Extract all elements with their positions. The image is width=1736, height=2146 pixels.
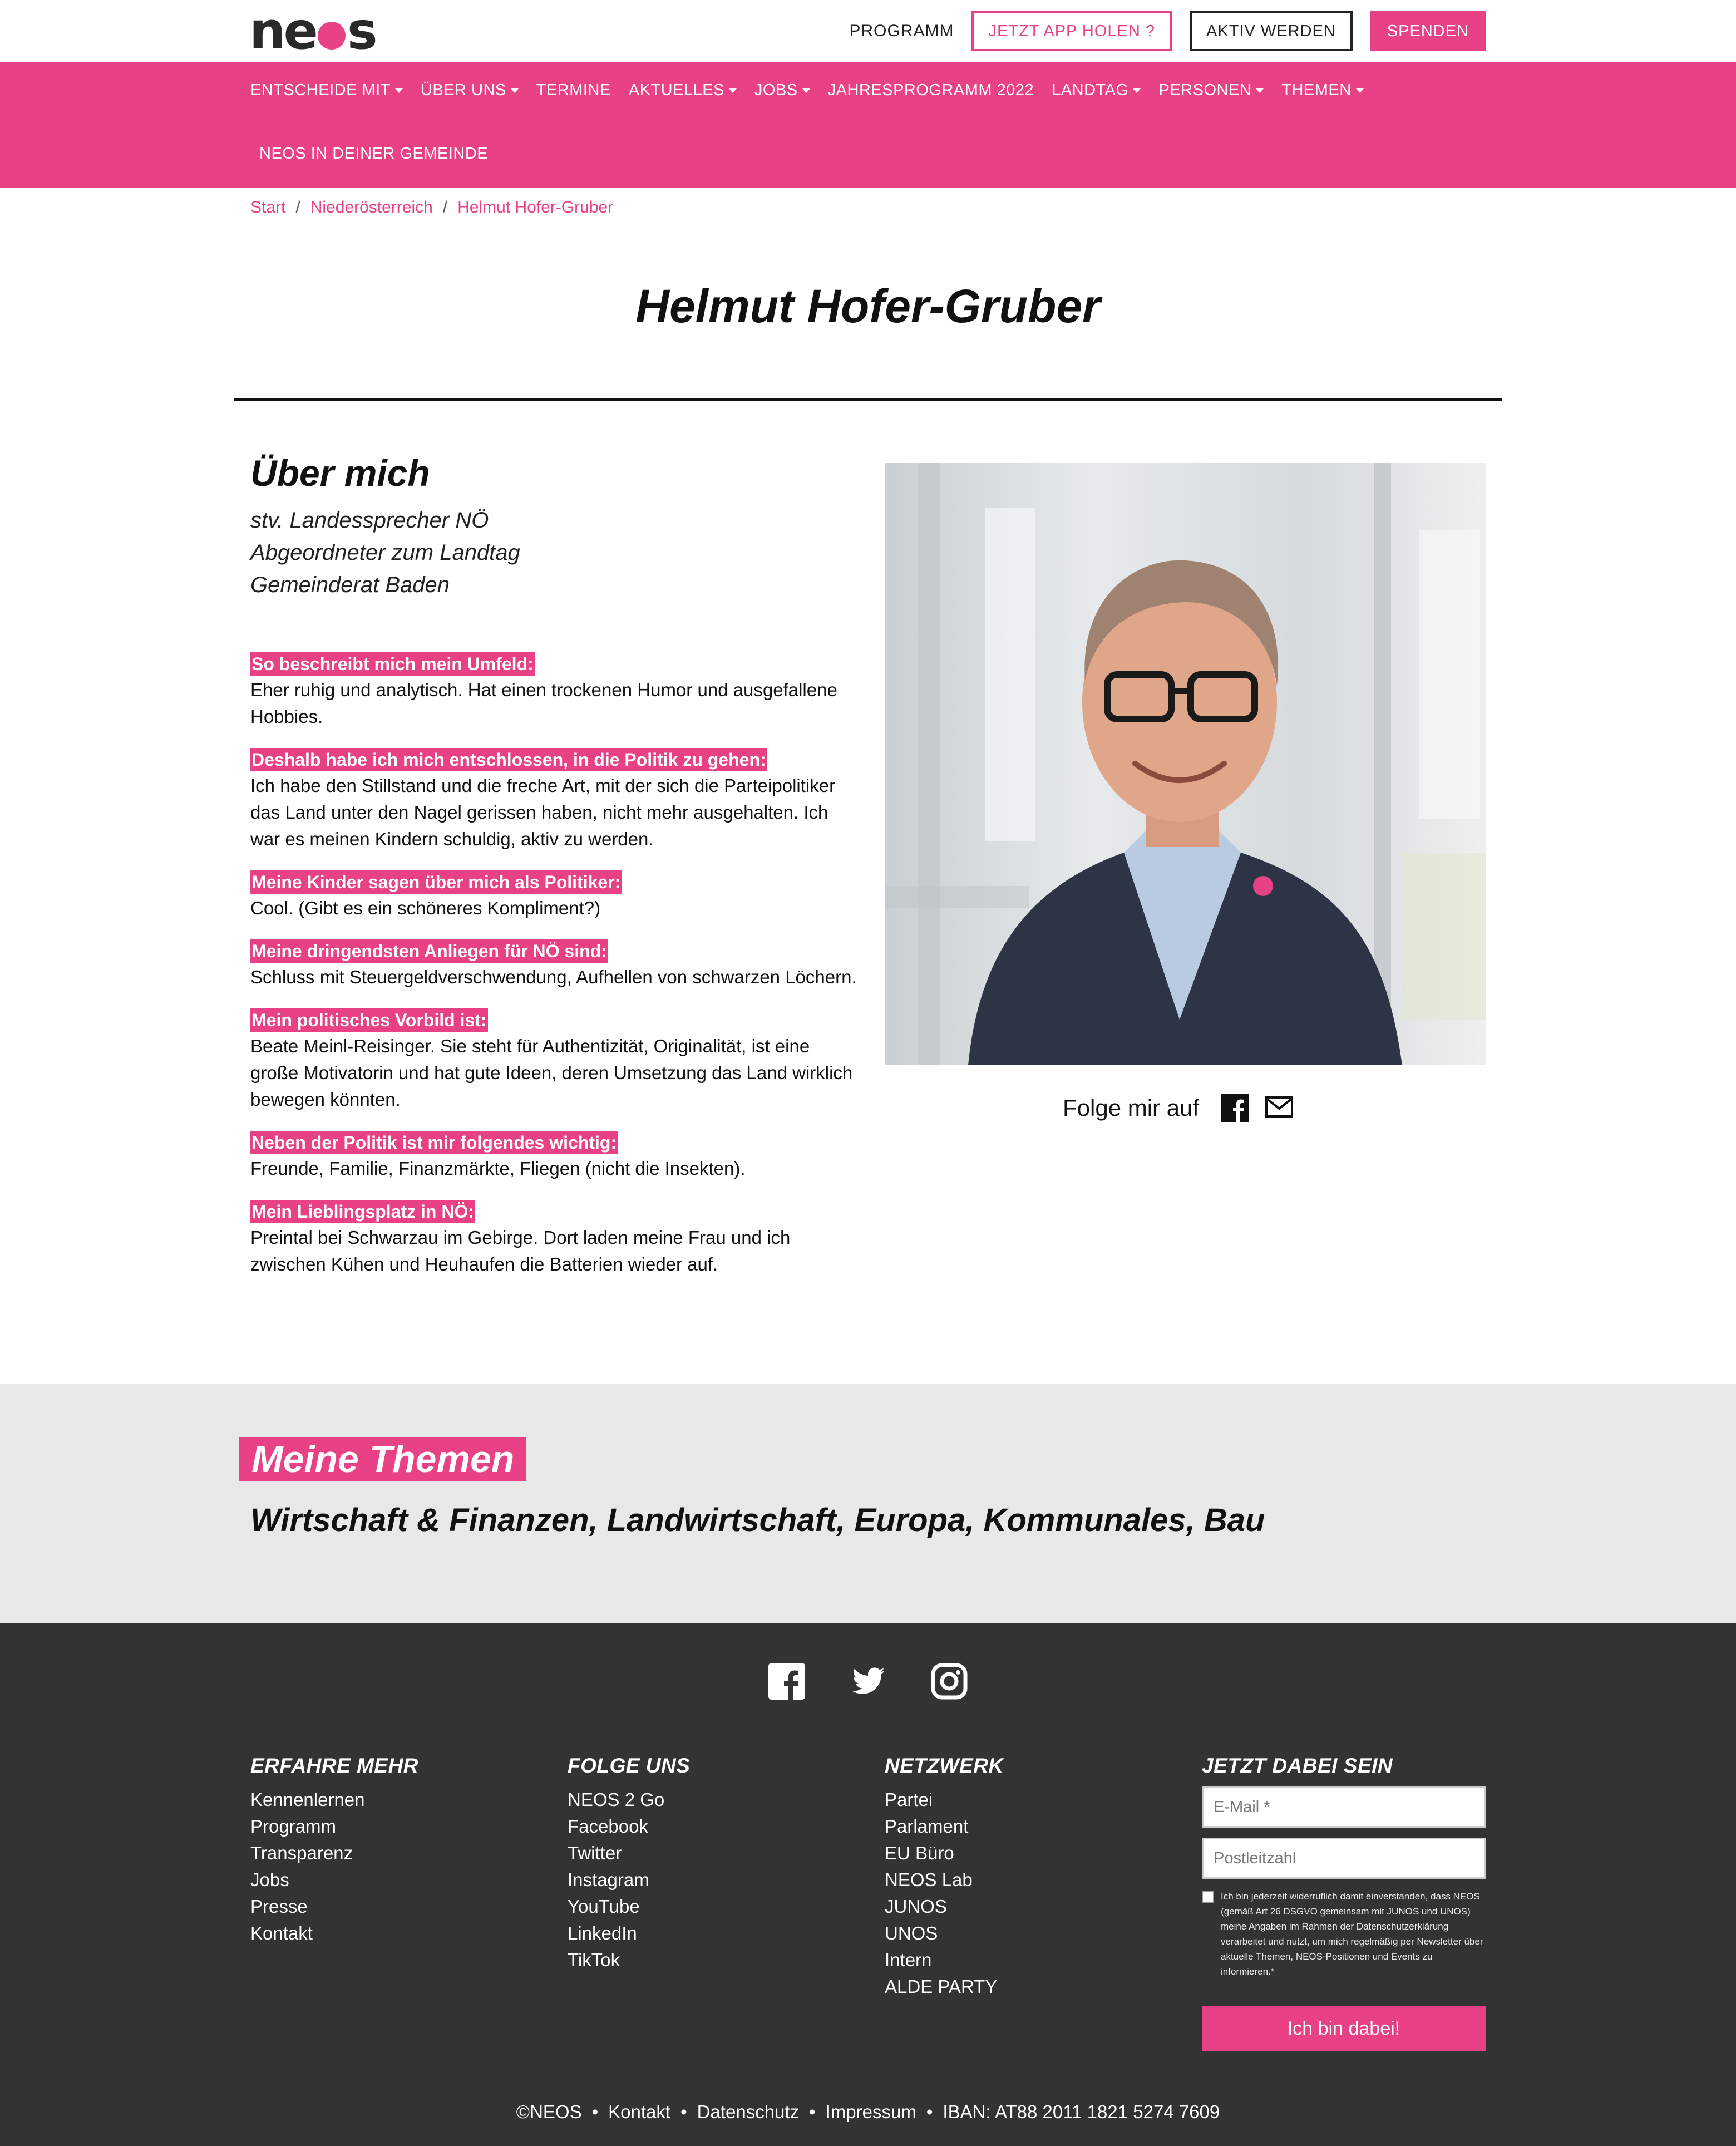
footer-link[interactable]: Kennenlernen (250, 1789, 365, 1810)
top-actions (849, 11, 1486, 51)
nav-item-über-uns[interactable] (421, 81, 519, 100)
caret-down-icon (395, 88, 403, 93)
twitter-icon[interactable] (850, 1663, 886, 1702)
iban: IBAN: AT88 2011 1821 5274 7609 (943, 2101, 1220, 2122)
legal-link-impressum[interactable]: Impressum (825, 2101, 916, 2122)
qa-question: So beschreibt mich mein Umfeld: (250, 652, 535, 676)
programm-link[interactable]: PROGRAMM (849, 22, 954, 40)
nav-item-label: ENTSCHEIDE MIT (250, 81, 391, 99)
footer-link[interactable]: JUNOS (885, 1896, 947, 1917)
qa-answer: Preintal bei Schwarzau im Gebirge. Dort laden meine Frau und ich zwischen Kühen und Heuhaufen die Batterien wieder auf. (250, 1227, 791, 1274)
follow-label: Folge mir auf (1063, 1095, 1200, 1121)
caret-down-icon (1256, 88, 1264, 93)
legal-bar: ©NEOS • Kontakt • Datenschutz • Impressum • IBAN: AT88 2011 1821 5274 7609 (516, 2101, 1220, 2122)
breadcrumb-separator: / (295, 198, 300, 216)
qa-block (250, 939, 857, 991)
mail-icon[interactable] (1265, 1096, 1294, 1121)
caret-down-icon (1133, 88, 1141, 93)
qa-question: Neben der Politik ist mir folgendes wichtig: (250, 1131, 618, 1154)
top-header (0, 0, 1736, 62)
footer-column-title: NETZWERK (885, 1754, 1004, 1777)
nav-item-gemeinde[interactable]: NEOS IN DEINER GEMEINDE (259, 145, 489, 163)
qa-block (250, 1200, 857, 1278)
nav-item-label: LANDTAG (1052, 81, 1129, 99)
breadcrumb-start[interactable]: Start (250, 198, 286, 216)
portrait-illustration (885, 463, 1486, 1065)
footer-link[interactable]: Programm (250, 1816, 337, 1837)
postleitzahl-field[interactable]: Postleitzahl (1202, 1838, 1486, 1879)
qa-block (250, 652, 857, 730)
nav-item-themen[interactable] (1281, 81, 1363, 100)
caret-down-icon (802, 88, 810, 93)
footer-column-title: FOLGE UNS (568, 1754, 691, 1777)
breadcrumb (250, 198, 613, 217)
logo-letter-s: s (347, 1, 376, 61)
title-divider (234, 398, 1502, 401)
signup-title: JETZT DABEI SEIN (1202, 1754, 1393, 1777)
consent-checkbox[interactable] (1202, 1891, 1214, 1903)
nav-item-label: ÜBER UNS (420, 81, 506, 99)
qa-question: Mein Lieblingsplatz in NÖ: (250, 1200, 475, 1223)
nav-item-label: AKTUELLES (628, 81, 724, 99)
app-button[interactable]: JETZT APP HOLEN ? (971, 11, 1172, 51)
nav-row (250, 81, 1364, 100)
footer-link[interactable]: YouTube (568, 1896, 640, 1917)
nav-item-landtag[interactable] (1052, 81, 1141, 100)
qa-answer: Cool. (Gibt es ein schöneres Kompliment?) (250, 898, 601, 918)
footer-link[interactable]: Presse (250, 1896, 308, 1917)
qa-block (250, 748, 857, 853)
neos-logo[interactable] (249, 3, 376, 59)
legal-link-datenschutz[interactable]: Datenschutz (697, 2101, 800, 2122)
footer-link[interactable]: TikTok (568, 1950, 620, 1970)
about-heading: Über mich (250, 452, 430, 494)
nav-item-label: JOBS (754, 81, 798, 99)
caret-down-icon (1356, 88, 1364, 93)
nav-item-label: TERMINE (536, 81, 611, 99)
qa-answer: Beate Meinl-Reisinger. Sie steht für Authentizität, Originalität, ist eine große Motivatorin und hat gute Ideen, deren Umsetzung das Land wirklich bewegen könnten. (250, 1036, 853, 1110)
copyright: ©NEOS (516, 2101, 582, 2122)
footer-column-title: ERFAHRE MEHR (250, 1754, 419, 1777)
footer (0, 1623, 1736, 2146)
caret-down-icon (511, 88, 519, 93)
logo-letters-ne: ne (249, 1, 316, 61)
footer-link[interactable]: Partei (885, 1789, 933, 1810)
about-section (250, 452, 857, 601)
email-field[interactable]: E-Mail * (1202, 1786, 1486, 1828)
footer-link[interactable]: Jobs (250, 1869, 289, 1890)
footer-link[interactable]: Instagram (568, 1869, 649, 1890)
footer-link[interactable]: Facebook (568, 1816, 648, 1837)
main-navigation (0, 62, 1736, 188)
qa-answer: Freunde, Familie, Finanzmärkte, Fliegen (nicht die Insekten). (250, 1158, 746, 1179)
themen-heading: Meine Themen (239, 1437, 526, 1481)
consent-row (1202, 1889, 1486, 1979)
qa-question: Meine dringendsten Anliegen für NÖ sind: (250, 939, 608, 963)
footer-link[interactable]: NEOS Lab (885, 1869, 973, 1890)
logo-speech-dot (318, 22, 346, 50)
instagram-icon[interactable] (931, 1663, 968, 1702)
nav-item-jahresprogramm-2022[interactable] (828, 81, 1034, 100)
themen-list: Wirtschaft & Finanzen, Landwirtschaft, Europa, Kommunales, Bau (250, 1502, 1265, 1538)
facebook-icon[interactable] (768, 1663, 805, 1702)
qa-block (250, 1008, 857, 1113)
qa-question: Mein politisches Vorbild ist: (250, 1008, 488, 1032)
role-line: Abgeordneter zum Landtag (250, 540, 520, 565)
qa-question: Meine Kinder sagen über mich als Politiker: (250, 870, 622, 894)
breadcrumb-current[interactable]: Helmut Hofer-Gruber (457, 198, 614, 216)
qa-answer: Ich habe den Stillstand und die freche Art, mit der sich die Parteipolitiker das Land unter den Nagel gerissen haben, nicht mehr ausgehalten. Ich war es meinen Kindern schuldig, aktiv zu werden. (250, 775, 836, 849)
role-line: stv. Landessprecher NÖ (250, 508, 489, 533)
nav-item-label: PERSONEN (1158, 81, 1252, 99)
newsletter-signup (1202, 1754, 1486, 2051)
footer-link[interactable]: LinkedIn (568, 1923, 637, 1943)
aktiv-werden-button[interactable]: AKTIV WERDEN (1190, 11, 1353, 51)
footer-link[interactable]: NEOS 2 Go (568, 1789, 665, 1810)
spenden-button[interactable]: SPENDEN (1370, 11, 1486, 51)
caret-down-icon (729, 88, 737, 93)
footer-column-folge-uns (568, 1754, 857, 1973)
breadcrumb-region[interactable]: Niederösterreich (310, 198, 433, 216)
footer-link[interactable]: Transparenz (250, 1843, 353, 1863)
qa-block (250, 870, 857, 922)
nav-item-termine[interactable] (536, 81, 611, 100)
footer-social (0, 1663, 1736, 1702)
facebook-icon[interactable] (1221, 1094, 1249, 1122)
consent-text: Ich bin jederzeit widerruflich damit einverstanden, dass NEOS (gemäß Art 26 DSGVO gemeinsam mit JUNOS und UNOS) meine Angaben im Rahmen der Datenschutzerklärung verarbeitet und nutzt, um mich regelmäßig per Newsletter über aktuelle Themen, NEOS-Positionen und Events zu informieren.* (1221, 1891, 1483, 1977)
nav-item-entscheide-mit[interactable] (250, 81, 403, 100)
footer-column-netzwerk (885, 1754, 1174, 2000)
footer-link[interactable]: Kontakt (250, 1923, 313, 1943)
nav-item-label: JAHRESPROGRAMM 2022 (827, 81, 1034, 99)
breadcrumb-separator: / (442, 198, 448, 216)
follow-me (1063, 1094, 1294, 1122)
qa-list (250, 652, 857, 1296)
nav-item-jobs[interactable] (754, 81, 810, 100)
page-title: Helmut Hofer-Gruber (635, 280, 1101, 332)
themen-section (0, 1384, 1736, 1623)
portrait-photo (885, 463, 1486, 1065)
nav-item-aktuelles[interactable] (629, 81, 737, 100)
footer-link[interactable]: Twitter (568, 1843, 622, 1863)
footer-link[interactable]: UNOS (885, 1923, 938, 1943)
nav-item-label: THEMEN (1281, 81, 1352, 99)
nav-item-personen[interactable] (1158, 81, 1264, 100)
qa-question: Deshalb habe ich mich entschlossen, in die Politik zu gehen: (250, 748, 767, 771)
qa-answer: Eher ruhig und analytisch. Hat einen trockenen Humor und ausgefallene Hobbies. (250, 680, 837, 727)
role-line: Gemeinderat Baden (250, 573, 450, 597)
footer-link[interactable]: EU Büro (885, 1843, 954, 1863)
footer-link[interactable]: ALDE PARTY (885, 1976, 998, 1997)
footer-link[interactable]: Intern (885, 1950, 932, 1970)
footer-link[interactable]: Parlament (885, 1816, 969, 1837)
qa-block (250, 1131, 857, 1182)
footer-column-erfahre-mehr (250, 1754, 540, 1947)
legal-link-kontakt[interactable]: Kontakt (608, 2101, 671, 2122)
qa-answer: Schluss mit Steuergeldverschwendung, Aufhellen von schwarzen Löchern. (250, 967, 857, 987)
signup-submit-button[interactable]: Ich bin dabei! (1202, 2006, 1486, 2051)
